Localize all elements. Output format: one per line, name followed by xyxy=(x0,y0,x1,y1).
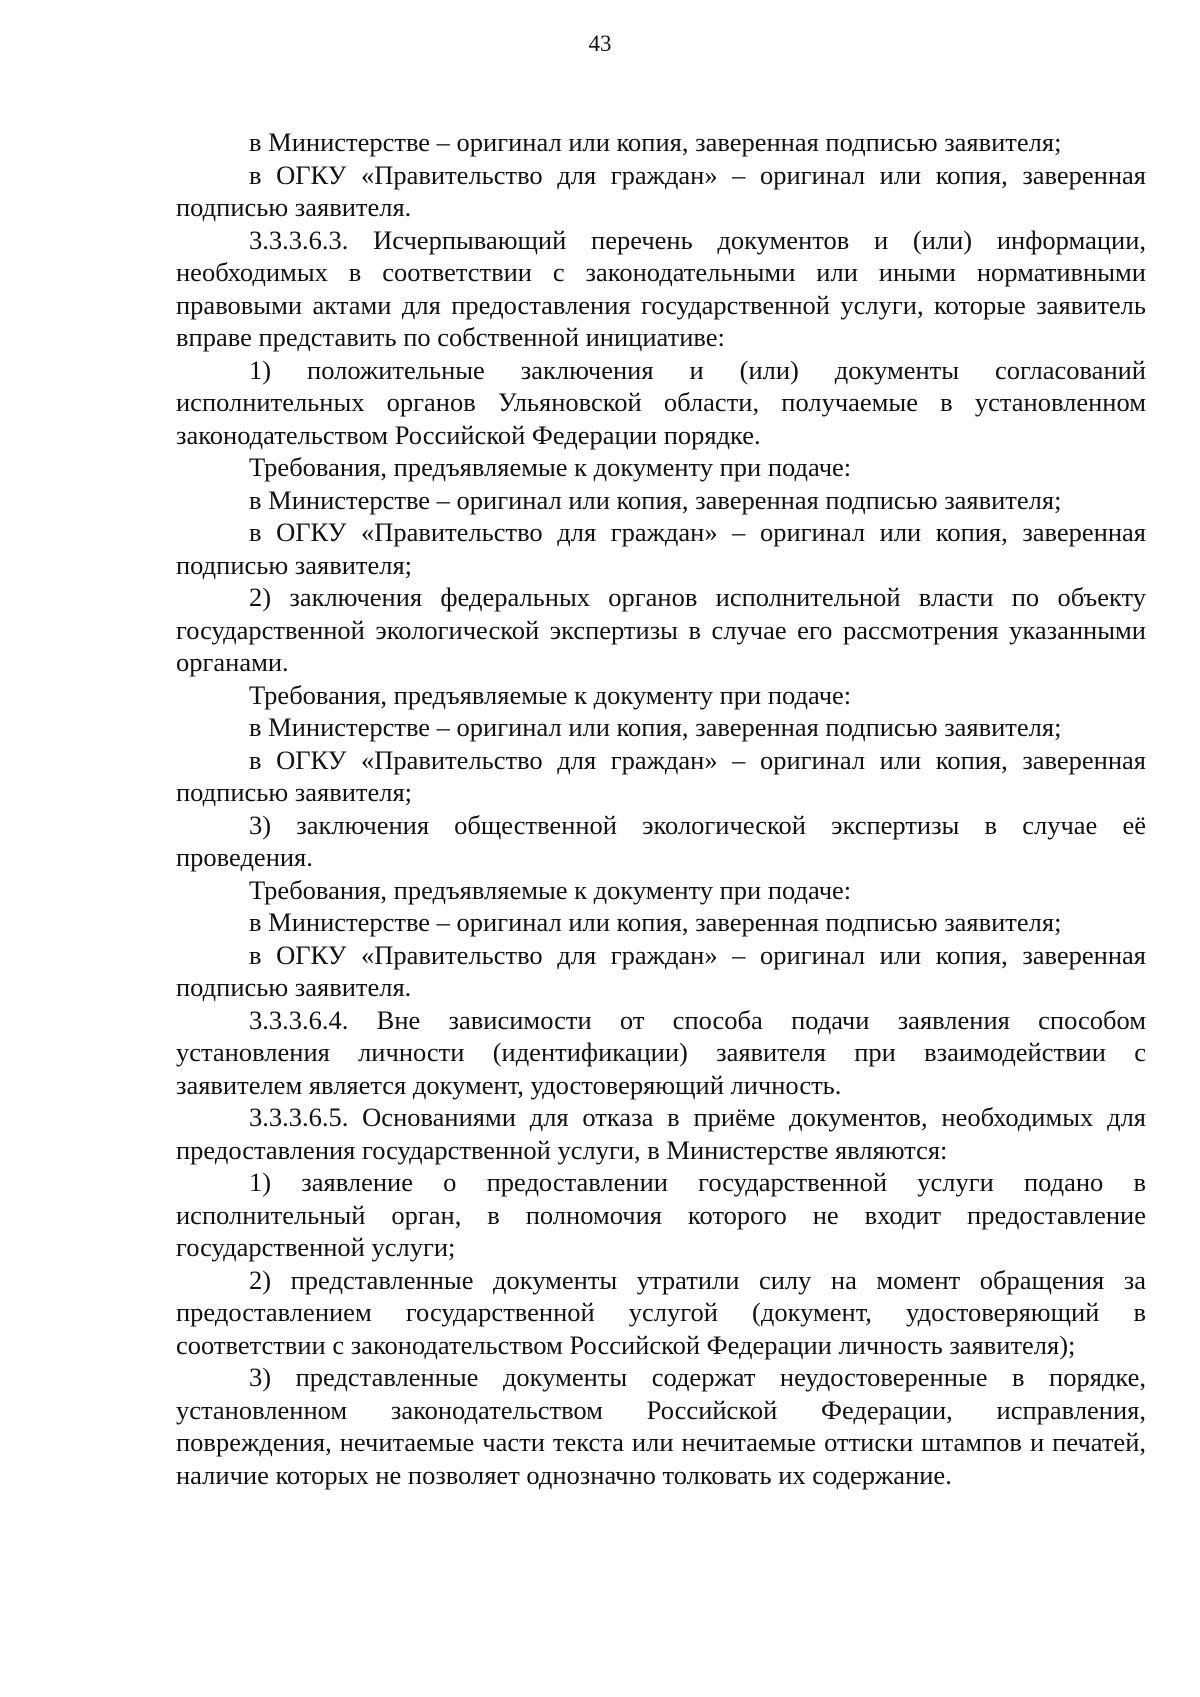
paragraph: в ОГКУ «Правительство для граждан» – оригинал или копия, заверенная подписью заявителя. xyxy=(176,939,1146,1002)
paragraph: Требования, предъявляемые к документу при подаче: xyxy=(249,679,852,710)
paragraph: Требования, предъявляемые к документу при подаче: xyxy=(249,874,852,905)
paragraph: Требования, предъявляемые к документу при подаче: xyxy=(249,452,852,482)
paragraph: в Министерстве – оригинал или копия, заверенная подписью заявителя; xyxy=(249,712,1062,742)
paragraph: 3.3.3.6.5. Основаниями для отказа в приёме документов, необходимых для предоставления государственной услуги, в Министерстве являются: xyxy=(176,1102,1146,1165)
paragraph: в Министерстве – оригинал или копия, заверенная подписью заявителя; xyxy=(249,907,1062,937)
paragraph: 2) заключения федеральных органов исполнительной власти по объекту государственной экологической экспертизы в случае его рассмотрения указанными органами. xyxy=(176,582,1146,677)
paragraph: 2) представленные документы утратили силу на момент обращения за предоставлением государственной услугой (документ, удостоверяющий в соответствии с законодательством Российской Федерации личность заявителя); xyxy=(176,1264,1146,1360)
paragraph: 1) положительные заключения и (или) документы согласований исполнительных органов Ульяновской области, получаемые в установленном законодательством Российской Федерации порядке. xyxy=(176,354,1146,450)
paragraph: в ОГКУ «Правительство для граждан» – оригинал или копия, заверенная подписью заявителя. xyxy=(176,159,1146,222)
paragraph: 3.3.3.6.4. Вне зависимости от способа подачи заявления способом установления личности (идентификации) заявителя при взаимодействии с заявителем является документ, удостоверяющий личность. xyxy=(176,1004,1146,1100)
paragraph: 1) заявление о предоставлении государственной услуги подано в исполнительный орган, в полномочия которого не входит предоставление государственной услуги; xyxy=(176,1167,1146,1262)
page-number: 43 xyxy=(588,31,612,56)
paragraph: 3) представленные документы содержат неудостоверенные в порядке, установленном законодательством Российской Федерации, исправления, повреждения, нечитаемые части текста или нечитаемые оттиски штампов и печатей, наличие которых не позволяет однозначно толковать их содержание. xyxy=(176,1362,1146,1490)
paragraph: 3.3.3.6.3. Исчерпывающий перечень документов и (или) информации, необходимых в соответствии с законодательными или иными нормативными правовыми актами для предоставления государственной услуги, которые заявитель вправе представить по собственной инициативе: xyxy=(176,224,1146,352)
paragraph: в Министерстве – оригинал или копия, заверенная подписью заявителя; xyxy=(249,484,1062,515)
document-body xyxy=(176,126,1146,1491)
paragraph: в Министерстве – оригинал или копия, заверенная подписью заявителя; xyxy=(249,127,1062,157)
paragraph: в ОГКУ «Правительство для граждан» – оригинал или копия, заверенная подписью заявителя; xyxy=(176,517,1146,580)
paragraph: 3) заключения общественной экологической экспертизы в случае её проведения. xyxy=(176,809,1146,872)
paragraph: в ОГКУ «Правительство для граждан» – оригинал или копия, заверенная подписью заявителя; xyxy=(176,744,1146,807)
